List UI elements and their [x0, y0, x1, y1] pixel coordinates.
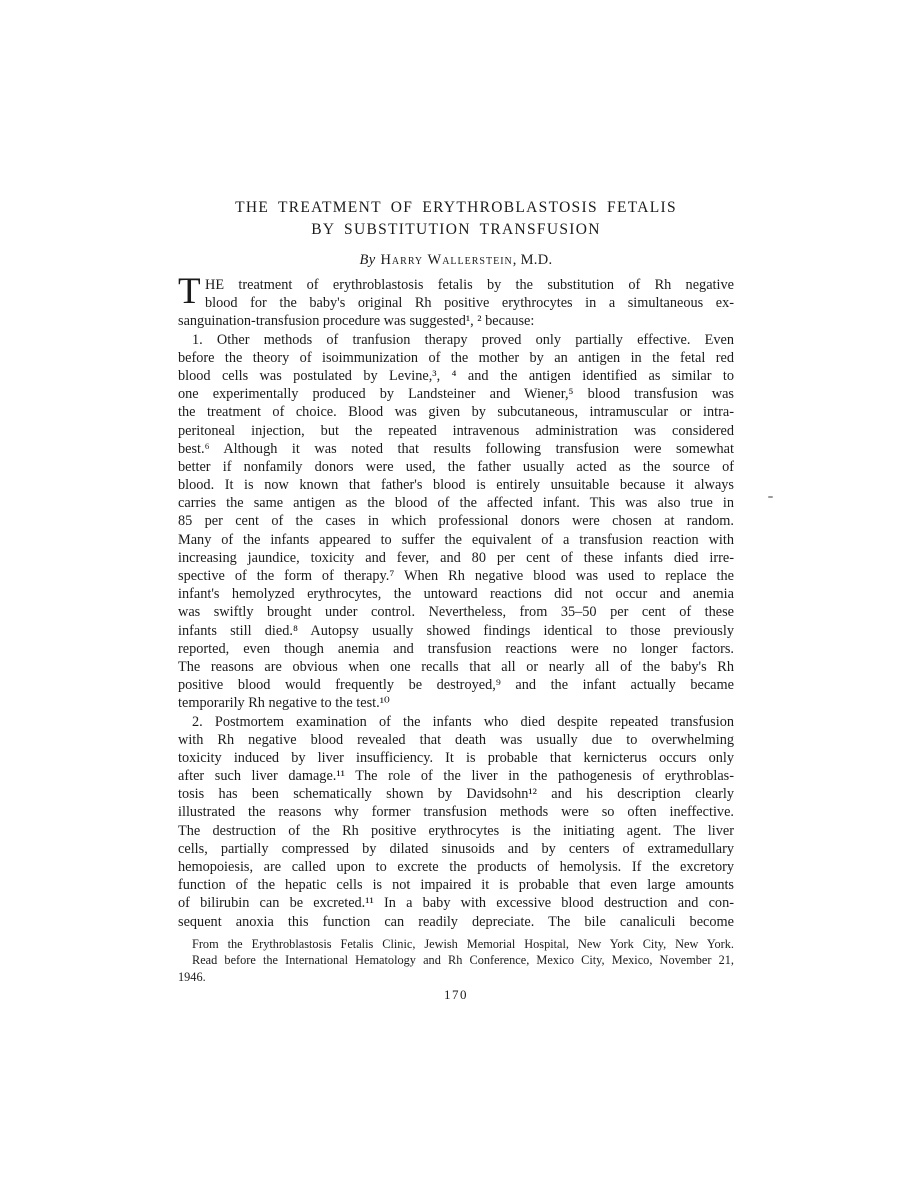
- text-line: Many of the infants appeared to suffer the equivalent of a transfusion reaction with: [178, 531, 734, 548]
- text-line: after such liver damage.¹¹ The role of the liver in the pathogenesis of erythroblas-: [178, 768, 734, 785]
- text-line: with Rh negative blood revealed that death was usually due to overwhelming: [178, 731, 734, 748]
- dropcap-letter: T: [178, 271, 201, 312]
- text-line: illustrated the reasons why former transfusion methods were so often ineffective.: [178, 804, 734, 821]
- article-title-line1: THE TREATMENT OF ERYTHROBLASTOSIS FETALIS: [235, 199, 677, 216]
- text-line: HE treatment of erythroblastosis fetalis by the substitution of Rh negative: [205, 277, 734, 293]
- text-line: Read before the International Hematology and Rh Conference, Mexico City, Mexico, November 21,: [192, 953, 734, 968]
- text-line: better if nonfamily donors were used, the father usually acted as the source of: [178, 458, 734, 475]
- text-line: The destruction of the Rh positive erythrocytes is the initiating agent. The liver: [178, 822, 734, 839]
- text-line: before the theory of isoimmunization of the mother by an antigen in the fetal red: [178, 349, 734, 366]
- byline-by-label: By: [359, 252, 376, 268]
- scan-speck-artifact: [768, 496, 773, 498]
- byline-degree: , M.D.: [512, 252, 553, 268]
- text-line: hemopoiesis, are called upon to excrete the products of hemolysis. If the excretory: [178, 859, 734, 875]
- text-line: spective of the form of therapy.⁷ When Rh negative blood was used to replace the: [178, 568, 734, 584]
- text-line: sanguination-transfusion procedure was suggested¹, ² because:: [178, 313, 535, 330]
- paragraph-intro: [178, 276, 734, 331]
- footnote: [178, 936, 734, 985]
- text-line: 1946.: [178, 969, 206, 984]
- article-title-line2: BY SUBSTITUTION TRANSFUSION: [311, 221, 601, 238]
- text-line: The reasons are obvious when one recalls that all or nearly all of the baby's Rh: [178, 658, 734, 675]
- text-line: of bilirubin can be excreted.¹¹ In a baby with excessive blood destruction and con-: [178, 895, 734, 912]
- text-line: infant's hemolyzed erythrocytes, the untoward reactions did not occur and anemia: [178, 586, 734, 603]
- text-line: 2. Postmortem examination of the infants who died despite repeated transfusion: [192, 713, 734, 730]
- text-line: one experimentally produced by Landsteiner and Wiener,⁵ blood transfusion was: [178, 386, 734, 403]
- text-line: blood cells was postulated by Levine,³, ⁴ and the antigen identified as similar to: [178, 367, 734, 384]
- paragraph-point-1: [178, 331, 734, 713]
- article-body: [178, 271, 734, 931]
- text-line: peritoneal injection, but the repeated intravenous administration was considered: [178, 422, 734, 439]
- text-line: 85 per cent of the cases in which professional donors were chosen at random.: [178, 513, 734, 530]
- text-line: best.⁶ Although it was noted that results following transfusion were somewhat: [178, 440, 734, 457]
- text-line: temporarily Rh negative to the test.¹⁰: [178, 695, 390, 712]
- text-line: cells, partially compressed by dilated sinusoids and by centers of extramedullary: [178, 840, 734, 857]
- text-line: positive blood would frequently be destroyed,⁹ and the infant actually became: [178, 677, 734, 694]
- text-line: the treatment of choice. Blood was given by subcutaneous, intramuscular or intra-: [178, 404, 734, 421]
- text-line: From the Erythroblastosis Fetalis Clinic, Jewish Memorial Hospital, New York City, New York.: [192, 937, 734, 951]
- text-line: tosis has been schematically shown by Davidsohn¹² and his description clearly: [178, 786, 734, 803]
- text-line: was swiftly brought under control. Nevertheless, from 35–50 per cent of these: [178, 604, 734, 621]
- byline-author: Harry Wallerstein: [380, 252, 513, 268]
- text-line: sequent anoxia this function can readily depreciate. The bile canaliculi become: [178, 913, 734, 930]
- text-line: increasing jaundice, toxicity and fever, and 80 per cent of these infants died irre-: [178, 549, 734, 566]
- paragraph-point-2: [178, 713, 734, 931]
- text-line: function of the hepatic cells is not impaired it is probable that even large amounts: [178, 877, 734, 894]
- text-line: blood. It is now known that father's blood is entirely unsuitable because it always: [178, 477, 734, 494]
- article-title: [178, 197, 734, 241]
- page-number: 170: [444, 987, 468, 1002]
- text-line: toxicity induced by liver insufficiency. It is probable that kernicterus occurs only: [178, 749, 734, 766]
- text-line: reported, even though anemia and transfusion reactions were no longer factors.: [178, 640, 734, 657]
- article-header: [178, 197, 734, 269]
- text-line: 1. Other methods of tranfusion therapy proved only partially effective. Even: [192, 331, 734, 348]
- text-line: carries the same antigen as the blood of the affected infant. This was also true in: [178, 495, 734, 512]
- text-line: blood for the baby's original Rh positive erythrocytes in a simultaneous ex-: [205, 295, 734, 312]
- text-line: infants still died.⁸ Autopsy usually showed findings identical to those previously: [178, 622, 734, 639]
- byline: [178, 252, 734, 269]
